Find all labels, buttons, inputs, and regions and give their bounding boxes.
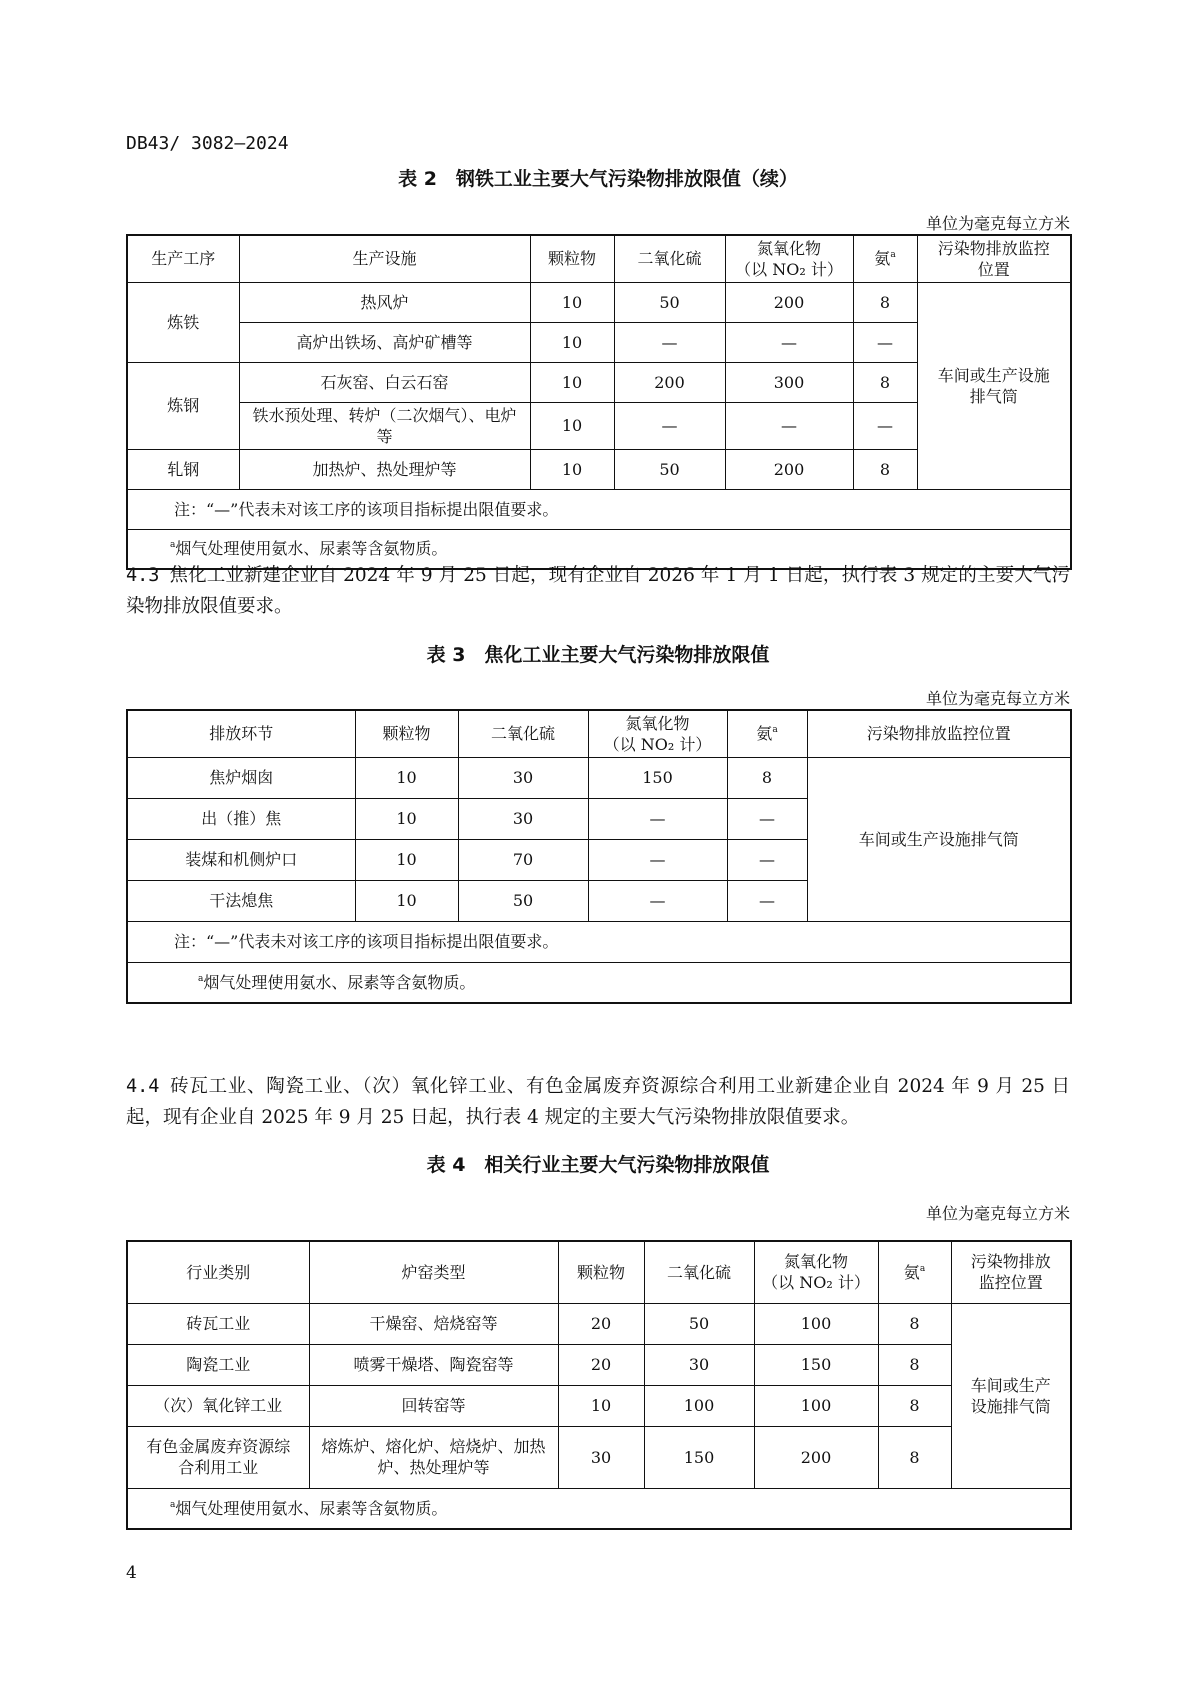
table3 <box>126 709 1072 1004</box>
table2-footnote: $^a$烟气处理使用氨水、尿素等含氨物质。 <box>127 529 1071 569</box>
table4-header-so2: 二氧化硫 <box>644 1241 754 1303</box>
table2-header-so2: 二氧化硫 <box>614 235 725 282</box>
document-id: DB43/ 3082—2024 <box>126 133 289 154</box>
table3-footnote: $^a$烟气处理使用氨水、尿素等含氨物质。 <box>127 962 1071 1003</box>
table3-header-so2: 二氧化硫 <box>458 710 588 757</box>
table4-header-nox: 氮氧化物 （以 NO₂ 计） <box>754 1241 878 1303</box>
table2-note-row <box>127 489 1071 529</box>
table-row: 炼铁 热风炉 10 50 200 8 车间或生产设施排气筒 <box>127 282 1071 322</box>
table3-caption: 表 3 焦化工业主要大气污染物排放限值 <box>426 644 770 666</box>
table2-header-process: 生产工序 <box>127 235 239 282</box>
table4-header-industry: 行业类别 <box>127 1241 309 1303</box>
table3-note: 注：“—”代表未对该工序的该项目指标提出限值要求。 <box>127 921 1071 962</box>
table4-monitor-location: 车间或生产设施排气筒 <box>951 1303 1071 1488</box>
table3-header-pm: 颗粒物 <box>355 710 458 757</box>
table4-unit: 单位为毫克每立方米 <box>925 1204 1070 1223</box>
table4-header-nh3: 氨$^a$ <box>878 1241 951 1303</box>
table2-group-rolling: 轧钢 <box>127 449 239 489</box>
table3-header-monitor: 污染物排放监控位置 <box>807 710 1071 757</box>
table-row: 铁水预处理、转炉（二次烟气）、电炉等 10 — — — <box>127 402 1071 449</box>
table4 <box>126 1240 1072 1530</box>
table2-header-monitor: 污染物排放监控位置 <box>917 235 1071 282</box>
table4-header-pm: 颗粒物 <box>558 1241 644 1303</box>
table2-header-row <box>127 235 1071 282</box>
table2-header-nh3: 氨$^a$ <box>853 235 917 282</box>
table2-note: 注：“—”代表未对该工序的该项目指标提出限值要求。 <box>127 489 1071 529</box>
table3-header-nh3: 氨$^a$ <box>727 710 807 757</box>
table3-header-stage: 排放环节 <box>127 710 355 757</box>
table2-header-pm: 颗粒物 <box>530 235 614 282</box>
table2-header-facility: 生产设施 <box>239 235 530 282</box>
table3-header-row <box>127 710 1071 757</box>
table3-footnote-row <box>127 962 1071 1003</box>
table2-group-steelmaking: 炼钢 <box>127 362 239 449</box>
paragraph-4-3: 4.3 焦化工业新建企业自 2024 年 9 月 25 日起，现有企业自 2026 年 1 月 1 日起，执行表 3 规定的主要大气污染物排放限值要求。 <box>126 565 1070 617</box>
table-row: 砖瓦工业 干燥窑、焙烧窑等 20 50 100 8 车间或生产设施排气筒 <box>127 1303 1071 1344</box>
table3-header-nox: 氮氧化物 （以 NO₂ 计） <box>588 710 727 757</box>
table2-header-nox: 氮氧化物 （以 NO₂ 计） <box>725 235 853 282</box>
table-row: （次）氧化锌工业 回转窑等 10 100 100 8 <box>127 1385 1071 1426</box>
table4-header-row <box>127 1241 1071 1303</box>
table3-unit: 单位为毫克每立方米 <box>925 689 1070 708</box>
table4-header-kiln: 炉窑类型 <box>309 1241 558 1303</box>
table3-monitor-location: 车间或生产设施排气筒 <box>807 757 1071 921</box>
table2-caption: 表 2 钢铁工业主要大气污染物排放限值（续） <box>398 168 798 190</box>
table3-note-row <box>127 921 1071 962</box>
table2 <box>126 234 1072 570</box>
table-row: 轧钢 加热炉、热处理炉等 10 50 200 8 <box>127 449 1071 489</box>
table2-group-ironmaking: 炼铁 <box>127 282 239 362</box>
table2-monitor-location: 车间或生产设施排气筒 <box>917 282 1071 489</box>
table4-footnote-row <box>127 1488 1071 1529</box>
table4-caption: 表 4 相关行业主要大气污染物排放限值 <box>426 1154 770 1176</box>
paragraph-4-4: 4.4 砖瓦工业、陶瓷工业、（次）氧化锌工业、有色金属废弃资源综合利用工业新建企业自 2024 年 9 月 25 日起，现有企业自 2025 年 9 月 25 日起，执行表 4 规定的主要大气污染物排放限值要求。 <box>126 1076 1070 1128</box>
table-row: 有色金属废弃资源综合利用工业 熔炼炉、熔化炉、焙烧炉、加热炉、热处理炉等 30 150 200 8 <box>127 1426 1071 1488</box>
table-row: 干法熄焦 10 50 — — <box>127 880 1071 921</box>
table-row: 焦炉烟囱 10 30 150 8 车间或生产设施排气筒 <box>127 757 1071 798</box>
table-row: 装煤和机侧炉口 10 70 — — <box>127 839 1071 880</box>
table4-header-monitor: 污染物排放监控位置 <box>951 1241 1071 1303</box>
table-row: 陶瓷工业 喷雾干燥塔、陶瓷窑等 20 30 150 8 <box>127 1344 1071 1385</box>
page-number: 4 <box>126 1563 137 1583</box>
table-row: 出（推）焦 10 30 — — <box>127 798 1071 839</box>
table-row: 炼钢 石灰窑、白云石窑 10 200 300 8 <box>127 362 1071 402</box>
table2-unit: 单位为毫克每立方米 <box>925 214 1070 233</box>
table4-footnote: $^a$烟气处理使用氨水、尿素等含氨物质。 <box>127 1488 1071 1529</box>
table-row: 高炉出铁场、高炉矿槽等 10 — — — <box>127 322 1071 362</box>
